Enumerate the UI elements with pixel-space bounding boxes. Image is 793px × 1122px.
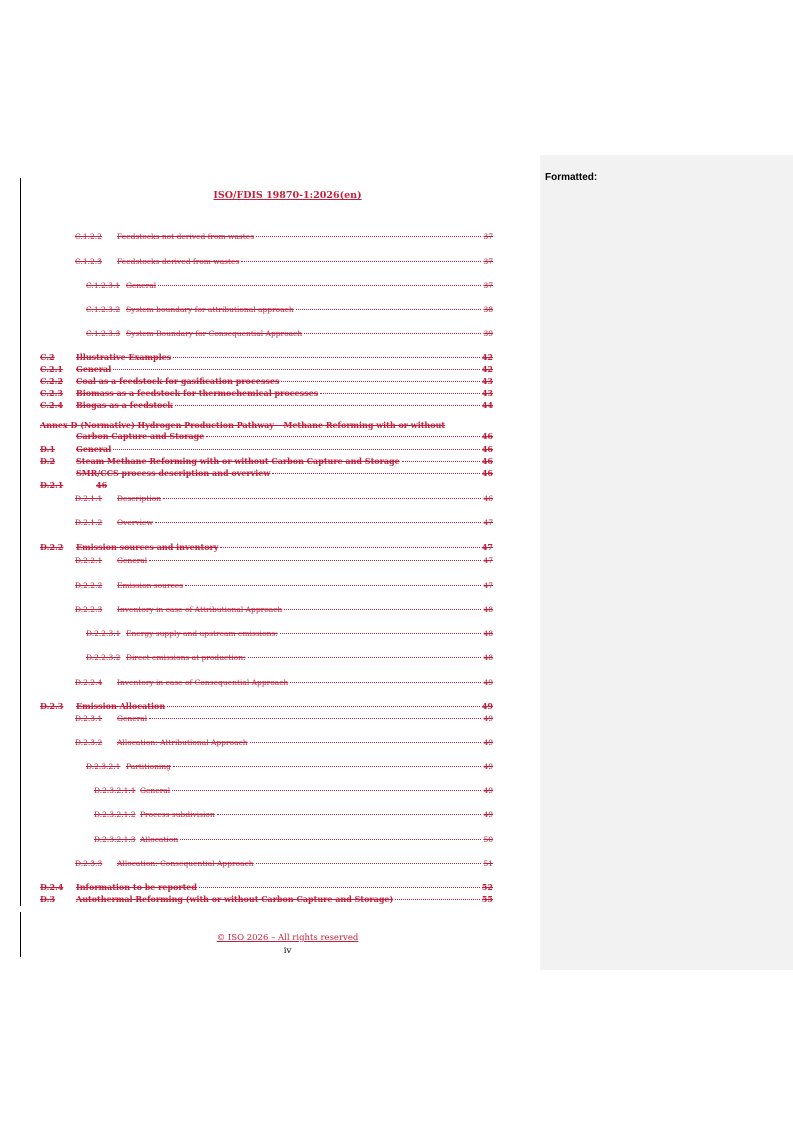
toc-row-d-2-1[interactable] bbox=[40, 480, 107, 491]
toc-annex-title-line2: Carbon Capture and Storage bbox=[76, 431, 205, 441]
toc-title: General bbox=[117, 714, 148, 723]
toc-page-number: 46 bbox=[481, 431, 493, 441]
toc-leader-dots bbox=[296, 309, 482, 310]
toc-row-c-1-2-3-3[interactable] bbox=[86, 328, 493, 339]
toc-number: C.2.3 bbox=[40, 388, 63, 398]
toc-leader-dots bbox=[172, 790, 481, 791]
toc-leader-dots bbox=[180, 839, 481, 840]
toc-page-number: 42 bbox=[481, 352, 493, 362]
toc-leader-dots bbox=[290, 682, 481, 683]
comment-pane-title: Formatted: bbox=[545, 172, 598, 183]
toc-page-number: 47 bbox=[483, 556, 493, 565]
toc-title: Partitioning bbox=[126, 762, 171, 771]
toc-number: C.2.1 bbox=[40, 364, 63, 374]
toc-leader-dots bbox=[113, 369, 480, 370]
toc-page-number: 55 bbox=[481, 894, 493, 904]
toc-number: D.2.2.2 bbox=[75, 581, 103, 590]
toc-number: D.2.3.2.1.1 bbox=[94, 786, 136, 795]
toc-page-number: 47 bbox=[483, 581, 493, 590]
toc-row-c-2-4[interactable] bbox=[40, 400, 493, 411]
toc-leader-dots bbox=[217, 814, 482, 815]
toc-row-d-2-3-2[interactable] bbox=[75, 737, 493, 748]
toc-leader-dots bbox=[241, 261, 481, 262]
toc-leader-dots bbox=[402, 461, 480, 462]
toc-leader-dots bbox=[175, 405, 480, 406]
toc-page-number: 49 bbox=[483, 714, 493, 723]
toc-title: Process subdivision bbox=[140, 810, 215, 819]
toc-leader-dots bbox=[113, 449, 480, 450]
toc-leader-dots bbox=[199, 887, 480, 888]
toc-row-d-2-3-3[interactable] bbox=[75, 858, 493, 869]
toc-page-number: 52 bbox=[481, 882, 493, 892]
toc-row-d-2-3-2-1[interactable] bbox=[86, 761, 493, 772]
toc-number: D.2.2.3 bbox=[75, 605, 103, 614]
toc-row-c-2[interactable] bbox=[40, 352, 493, 363]
toc-title: System Boundary for Consequential Approach bbox=[126, 329, 303, 338]
footer-page-number: iv bbox=[283, 946, 292, 956]
toc-number: C.1.2.3 bbox=[75, 257, 102, 266]
toc-number: D.2.2.3.2 bbox=[86, 653, 121, 662]
toc-page-number: 37 bbox=[483, 281, 493, 290]
toc-row-d-2-1-2[interactable] bbox=[75, 517, 493, 528]
toc-row-annex-d[interactable] bbox=[40, 420, 493, 442]
toc-leader-dots bbox=[155, 522, 482, 523]
toc-number: D.1 bbox=[40, 444, 56, 454]
toc-page-number: 50 bbox=[483, 835, 493, 844]
toc-title: Allocation: Consequential Approach bbox=[117, 859, 254, 868]
toc-row-d-2-1-1[interactable] bbox=[75, 493, 493, 504]
toc-page-number: 47 bbox=[483, 518, 493, 527]
toc-page-number: 48 bbox=[483, 605, 493, 614]
toc-page-number: 37 bbox=[483, 232, 493, 241]
toc-number: D.2.3.2 bbox=[75, 738, 103, 747]
toc-page-number: 43 bbox=[481, 376, 493, 386]
toc-leader-dots bbox=[280, 633, 482, 634]
toc-number: D.2.4 bbox=[40, 882, 64, 892]
toc-row-c-1-2-3-2[interactable] bbox=[86, 304, 493, 315]
toc-page-number: 47 bbox=[481, 542, 493, 552]
toc-title: General bbox=[140, 786, 171, 795]
toc-row-d-2-2-3[interactable] bbox=[75, 604, 493, 615]
toc-row-d-2-3-2-1-3[interactable] bbox=[94, 834, 493, 845]
toc-leader-dots bbox=[395, 899, 480, 900]
toc-leader-dots bbox=[220, 547, 479, 548]
toc-title: Allocation bbox=[140, 835, 179, 844]
toc-page-number: 38 bbox=[483, 305, 493, 314]
toc-page-number: 49 bbox=[483, 738, 493, 747]
toc-page-number: 49 bbox=[481, 701, 493, 711]
toc-title: Feedstocks not derived from wastes bbox=[117, 232, 255, 241]
toc-row-c-2-2[interactable] bbox=[40, 376, 493, 387]
toc-leader-dots bbox=[158, 285, 481, 286]
toc-row-smr-ccs[interactable] bbox=[76, 468, 493, 479]
toc-leader-dots bbox=[281, 381, 479, 382]
toc-number: D.2.3.3 bbox=[75, 859, 103, 868]
toc-page-number: 48 bbox=[483, 629, 493, 638]
toc-leader-dots bbox=[185, 585, 481, 586]
toc-title: Emission sources bbox=[117, 581, 184, 590]
toc-row-d-2[interactable] bbox=[40, 456, 493, 467]
toc-row-d-2-2-3-1[interactable] bbox=[86, 628, 493, 639]
toc-title: Information to be reported bbox=[76, 882, 197, 892]
toc-title: SMR/CCS process description and overview bbox=[76, 468, 271, 478]
toc-leader-dots bbox=[284, 609, 481, 610]
footer-copyright: © ISO 2026 – All rights reserved bbox=[216, 933, 359, 943]
toc-row-c-1-2-3[interactable] bbox=[75, 256, 493, 267]
toc-row-d-2-2-4[interactable] bbox=[75, 677, 493, 688]
toc-title: General bbox=[76, 364, 112, 374]
toc-number: D.2.3.2.1.2 bbox=[94, 810, 136, 819]
toc-title: 46 bbox=[96, 480, 108, 490]
toc-leader-dots bbox=[173, 357, 480, 358]
toc-page-number: 39 bbox=[483, 329, 493, 338]
toc-title: Description bbox=[117, 494, 162, 503]
toc-row-d-2-3[interactable] bbox=[40, 701, 493, 712]
toc-leader-dots bbox=[256, 863, 482, 864]
toc-page-number: 46 bbox=[483, 494, 493, 503]
toc-annex-title-line1: Annex D (Normative) Hydrogen Production Pathway – Methane Reforming with or without bbox=[40, 420, 446, 430]
toc-title: Autothermal Reforming (with or without Carbon Capture and Storage) bbox=[76, 894, 394, 904]
toc-title: Coal as a feedstock for gasification processes bbox=[76, 376, 280, 386]
toc-title: Biogas as a feedstock bbox=[76, 400, 173, 410]
toc-page-number: 49 bbox=[483, 810, 493, 819]
toc-leader-dots bbox=[256, 236, 481, 237]
toc-leader-dots bbox=[272, 473, 480, 474]
toc-leader-dots bbox=[304, 333, 481, 334]
toc-number: D.2.3.2.1.3 bbox=[94, 835, 136, 844]
toc-number: D.2 bbox=[40, 456, 56, 466]
toc-title: System boundary for attributional approach bbox=[126, 305, 294, 314]
toc-title: General bbox=[76, 444, 112, 454]
toc-page-number: 48 bbox=[483, 653, 493, 662]
toc-leader-dots bbox=[163, 498, 481, 499]
toc-leader-dots bbox=[149, 718, 481, 719]
toc-number: D.2.3 bbox=[40, 701, 64, 711]
toc-page-number: 43 bbox=[481, 388, 493, 398]
toc-title: Overview bbox=[117, 518, 153, 527]
toc-leader-dots bbox=[250, 742, 482, 743]
toc-page-number: 46 bbox=[481, 468, 493, 478]
change-bar bbox=[20, 178, 21, 906]
comment-pane bbox=[540, 155, 793, 970]
toc-page-number: 37 bbox=[483, 257, 493, 266]
toc-number: D.2.3.1 bbox=[75, 714, 103, 723]
toc-row-d-2-2[interactable] bbox=[40, 542, 493, 553]
toc-row-c-2-1[interactable] bbox=[40, 364, 493, 375]
toc-number: D.2.2.1 bbox=[75, 556, 103, 565]
toc-number: C.1.2.2 bbox=[75, 232, 102, 241]
document-header-title: ISO/FDIS 19870-1:2026(en) bbox=[213, 190, 362, 201]
toc-title: Feedstocks derived from wastes bbox=[117, 257, 240, 266]
toc-leader-dots bbox=[248, 657, 482, 658]
toc-title: Emission sources and inventory bbox=[76, 542, 219, 552]
toc-number: C.2 bbox=[40, 352, 55, 362]
toc-row-d-2-3-2-1-2[interactable] bbox=[94, 809, 493, 820]
toc-title: Illustrative Examples bbox=[76, 352, 172, 362]
toc-leader-dots bbox=[167, 706, 480, 707]
toc-page-number: 49 bbox=[483, 786, 493, 795]
toc-page-number: 42 bbox=[481, 364, 493, 374]
toc-page-number: 51 bbox=[483, 859, 493, 868]
toc-number: D.2.2.3.1 bbox=[86, 629, 121, 638]
toc-row-d-2-2-2[interactable] bbox=[75, 580, 493, 591]
toc-row-d-2-2-3-2[interactable] bbox=[86, 652, 493, 663]
toc-row-d-3[interactable] bbox=[40, 894, 493, 905]
toc-title: Inventory in case of Consequential Approach bbox=[117, 678, 289, 687]
toc-title: Direct emissions at production: bbox=[126, 653, 246, 662]
toc-number: C.2.4 bbox=[40, 400, 63, 410]
toc-number: D.2.1.2 bbox=[75, 518, 103, 527]
toc-number: C.1.2.3.3 bbox=[86, 329, 121, 338]
toc-number: D.2.2 bbox=[40, 542, 64, 552]
toc-number: D.3 bbox=[40, 894, 56, 904]
toc-row-c-1-2-2[interactable] bbox=[75, 231, 493, 242]
toc-page-number: 49 bbox=[483, 762, 493, 771]
toc-number: D.2.3.2.1 bbox=[86, 762, 121, 771]
toc-title: Allocation: Attributional Approach bbox=[117, 738, 248, 747]
toc-number: C.1.2.3.2 bbox=[86, 305, 121, 314]
toc-number: D.2.2.4 bbox=[75, 678, 103, 687]
toc-title: General bbox=[117, 556, 148, 565]
toc-number: D.2.1 bbox=[40, 480, 64, 490]
toc-title: Biomass as a feedstock for thermochemical processes bbox=[76, 388, 319, 398]
toc-row-d-2-2-1[interactable] bbox=[75, 555, 493, 566]
toc-leader-dots bbox=[206, 436, 480, 437]
toc-leader-dots bbox=[173, 766, 481, 767]
toc-title: Energy supply and upstream emissions: bbox=[126, 629, 278, 638]
toc-row-d-2-3-1[interactable] bbox=[75, 713, 493, 724]
toc-leader-dots bbox=[149, 560, 481, 561]
toc-number: C.2.2 bbox=[40, 376, 63, 386]
toc-row-d-2-4[interactable] bbox=[40, 882, 493, 893]
toc-row-c-2-3[interactable] bbox=[40, 388, 493, 399]
toc-row-d-2-3-2-1-1[interactable] bbox=[94, 785, 493, 796]
toc-row-d-1[interactable] bbox=[40, 444, 493, 455]
toc-page-number: 46 bbox=[481, 444, 493, 454]
toc-number: C.1.2.3.1 bbox=[86, 281, 121, 290]
toc-page-number: 44 bbox=[481, 400, 493, 410]
toc-title: Emission Allocation bbox=[76, 701, 166, 711]
toc-title: Inventory in case of Attributional Approach bbox=[117, 605, 283, 614]
toc-page-number: 49 bbox=[483, 678, 493, 687]
toc-row-c-1-2-3-1[interactable] bbox=[86, 280, 493, 291]
toc-title: General bbox=[126, 281, 157, 290]
toc-page-number: 46 bbox=[481, 456, 493, 466]
toc-number: D.2.1.1 bbox=[75, 494, 103, 503]
toc-title: Steam Methane Reforming with or without Carbon Capture and Storage bbox=[76, 456, 400, 466]
toc-leader-dots bbox=[320, 393, 480, 394]
